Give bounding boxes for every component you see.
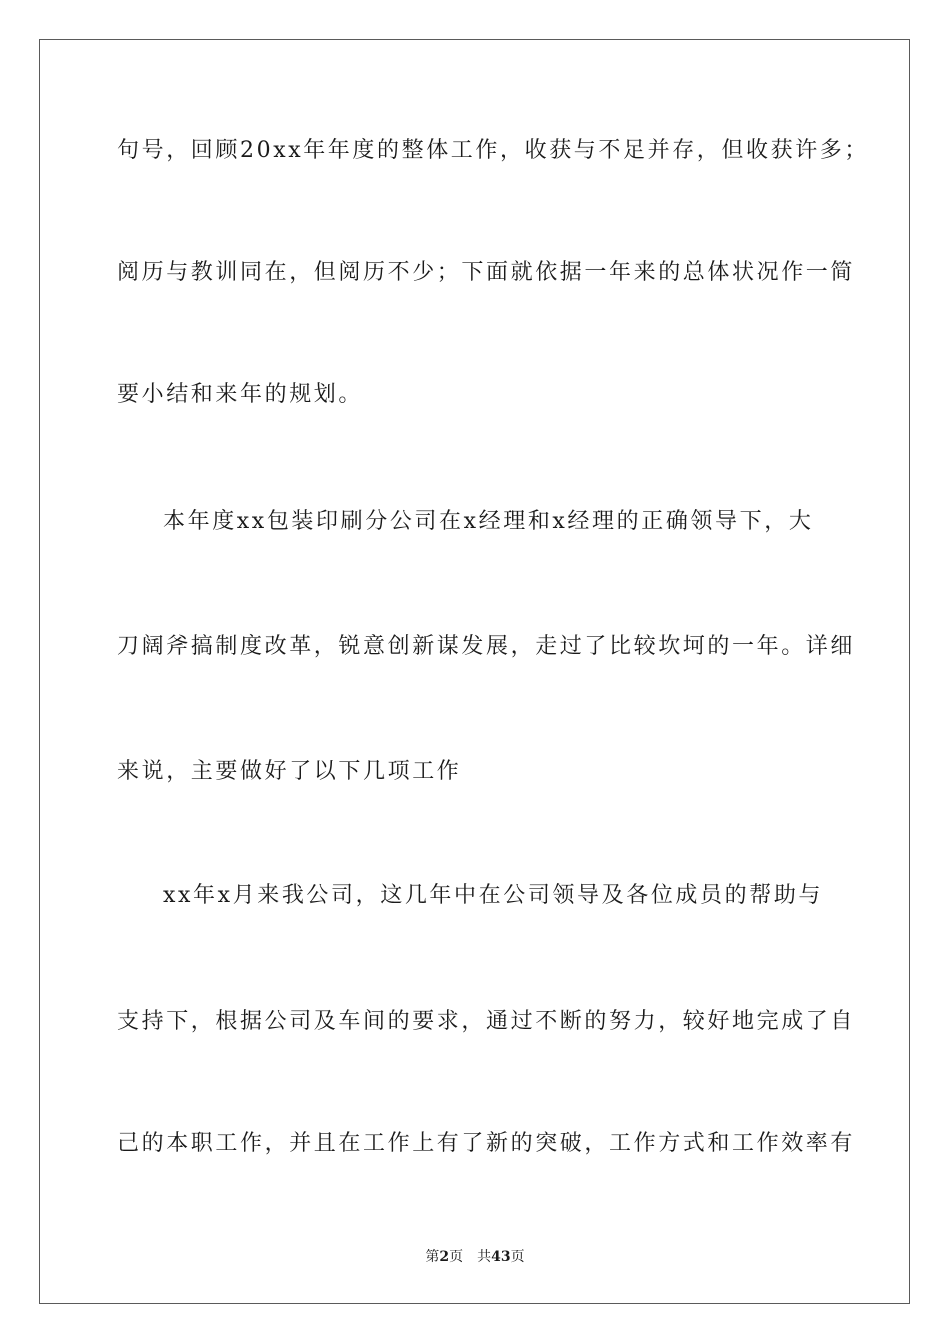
paragraph-1-line-2: 阅历与教训同在，但阅历不少；下面就依据一年来的总体状况作一简 — [117, 260, 856, 285]
paragraph-2-line-2: 刀阔斧搞制度改革，锐意创新谋发展，走过了比较坎坷的一年。详细 — [117, 634, 856, 659]
page-prefix: 第 — [425, 1249, 440, 1265]
paragraph-1-line-1: 句号，回顾20xx年年度的整体工作，收获与不足并存，但收获许多； — [117, 138, 870, 163]
paragraph-3-line-2: 支持下，根据公司及车间的要求，通过不断的努力，较好地完成了自 — [117, 1009, 856, 1034]
page-border — [39, 39, 910, 1304]
total-prefix: 共 — [477, 1249, 492, 1265]
total-pages: 43 — [491, 1249, 511, 1265]
paragraph-2-line-3: 来说，主要做好了以下几项工作 — [117, 759, 462, 784]
paragraph-3-line-3: 己的本职工作，并且在工作上有了新的突破，工作方式和工作效率有 — [117, 1131, 856, 1156]
paragraph-2-line-1: 本年度xx包装印刷分公司在x经理和x经理的正确领导下，大 — [163, 509, 814, 534]
paragraph-1-line-3: 要小结和来年的规划。 — [117, 382, 364, 407]
paragraph-3-line-1: xx年x月来我公司，这几年中在公司领导及各位成员的帮助与 — [163, 883, 824, 908]
total-suffix: 页 — [510, 1249, 525, 1265]
page-footer — [0, 1247, 950, 1267]
page-suffix: 页 — [449, 1249, 464, 1265]
page-number: 2 — [439, 1249, 450, 1265]
